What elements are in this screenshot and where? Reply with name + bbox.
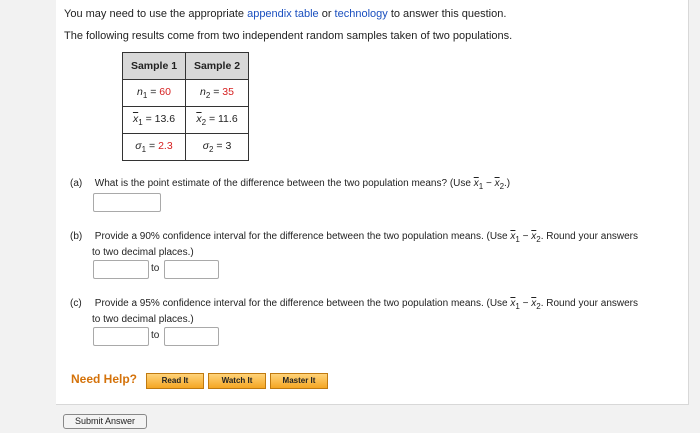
- intro-line: You may need to use the appropriate appendix table or technology to answer this question.: [64, 8, 507, 20]
- need-help-label: Need Help?: [71, 372, 138, 386]
- cell-sigma1: $\sigma_1 = 2.3$: [123, 134, 186, 161]
- header-sample-1: Sample 1: [123, 53, 186, 80]
- answer-a-input[interactable]: [93, 193, 161, 212]
- to-label-b: to: [151, 263, 160, 274]
- answer-b-upper-input[interactable]: [164, 260, 219, 279]
- cell-n2: $n_2 = 35$: [186, 80, 249, 107]
- question-b: (b) Provide a 90% confidence interval for the difference between the two population means. (Use $\overline{x}_1 - \overline{x}_2$. Round your answers to two decimal places.): [70, 231, 638, 258]
- master-it-button[interactable]: Master It: [270, 373, 328, 389]
- read-it-button[interactable]: Read It: [146, 373, 204, 389]
- watch-it-button[interactable]: Watch It: [208, 373, 266, 389]
- header-sample-2: Sample 2: [186, 53, 249, 80]
- cell-n1: $n_1 = 60$: [123, 80, 186, 107]
- answer-c-lower-input[interactable]: [93, 327, 149, 346]
- question-a: (a) What is the point estimate of the difference between the two population means? (Use $\overline{x}_1 - \overline{x}_2$.): [70, 178, 511, 191]
- technology-link[interactable]: technology: [334, 8, 388, 20]
- appendix-table-link[interactable]: appendix table: [247, 8, 319, 20]
- samples-table: [122, 52, 249, 161]
- cell-x1: $\overline{x}_1 = 13.6$: [123, 107, 186, 134]
- submit-answer-button[interactable]: Submit Answer: [63, 414, 147, 429]
- question-c: (c) Provide a 95% confidence interval for the difference between the two population means. (Use $\overline{x}_1 - \overline{x}_2$. Round your answers to two decimal places.): [70, 298, 638, 325]
- cell-x2: $\overline{x}_2 = 11.6$: [186, 107, 249, 134]
- problem-statement: The following results come from two independent random samples taken of two populations.: [64, 30, 513, 42]
- cell-sigma2: $\sigma_2 = 3$: [186, 134, 249, 161]
- answer-b-lower-input[interactable]: [93, 260, 149, 279]
- to-label-c: to: [151, 330, 160, 341]
- answer-c-upper-input[interactable]: [164, 327, 219, 346]
